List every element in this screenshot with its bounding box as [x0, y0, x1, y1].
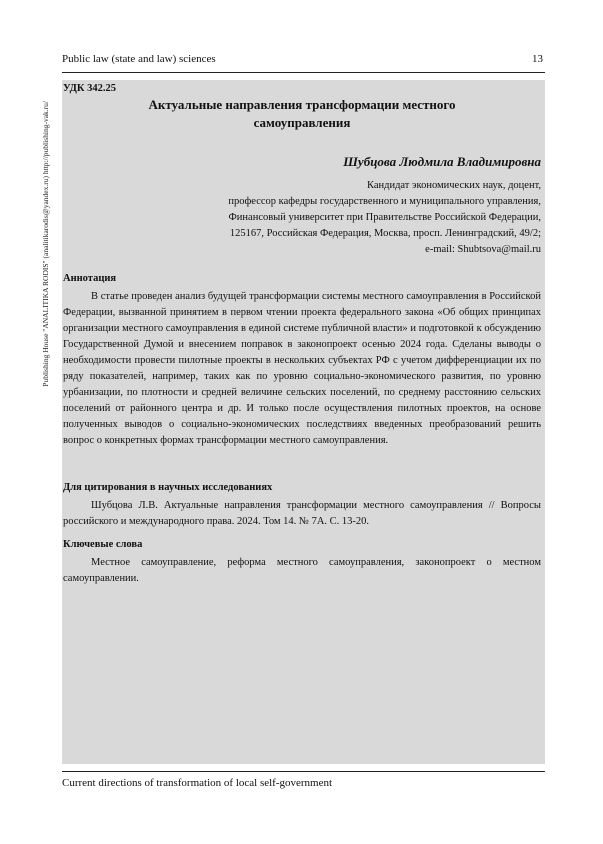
title-line-2: самоуправления: [253, 115, 351, 130]
header-rule: [62, 72, 545, 73]
running-title: Current directions of transformation of local self-government: [62, 777, 333, 789]
affiliation-line: 125167, Российская Федерация, Москва, просп. Ленинградский, 49/2;: [229, 228, 541, 239]
article-title: [102, 96, 502, 132]
title-line-1: Актуальные направления трансформации местного: [148, 97, 456, 112]
author-email: e-mail: Shubtsova@mail.ru: [425, 244, 541, 255]
article-panel: [62, 80, 545, 764]
footer-rule: [62, 771, 545, 772]
citation-heading: Для цитирования в научных исследованиях: [63, 482, 273, 493]
keywords-text: Местное самоуправление, реформа местного самоуправления, законопроект о местном самоуправлении.: [63, 557, 541, 584]
publisher-text: Publishing House "ANALITIKA RODIS" (analitikarodis@yandex.ru) http://publishing-vak.ru/: [40, 101, 50, 387]
affiliation-line: профессор кафедры государственного и муниципального управления,: [228, 196, 541, 207]
keywords-heading: Ключевые слова: [63, 539, 143, 550]
journal-section: Public law (state and law) sciences: [62, 53, 216, 65]
page-header: [62, 53, 543, 69]
citation-text: Шубцова Л.В. Актуальные направления трансформации местного самоуправления // Вопросы российского и международного права. 2024. Том 14. № 7А. С. 13-20.: [63, 500, 541, 527]
author-affiliation: [121, 178, 541, 258]
affiliation-line: Финансовый университет при Правительстве Российской Федерации,: [228, 212, 541, 223]
affiliation-line: Кандидат экономических наук, доцент,: [366, 180, 541, 191]
author-name: Шубцова Людмила Владимировна: [343, 154, 541, 169]
publisher-sidebar: [36, 84, 54, 404]
page-number: 13: [532, 53, 543, 65]
udk-code: УДК 342.25: [63, 83, 116, 94]
abstract-text: В статье проведен анализ будущей трансформации системы местного самоуправления в Российской Федерации, вызванной принятием в первом чтении проекта федерального закона «Об общих принципах организации местного самоуправления в единой системе публичной власти» и подготовкой к обсуждению Государственной Думой и внесением поправок в законопроект осенью 2024 года. Сделаны выводы о необходимости провести пилотные проекты в нескольких субъектах РФ с учетом дифференциации их по ряду показателей, например, таких как по уровню социально-экономического развития, по уровню урбанизации, по плотности и средней величине сельских поселений, по среднему расстоянию сельских поселений от районного центра и др. И только после осуществления пилотных проектов, на основе полученных выводов о социально-экономических последствиях введенных преобразований решить вопрос о конкретных формах трансформации местного самоуправления.: [63, 291, 541, 446]
abstract-heading: Аннотация: [63, 273, 117, 284]
